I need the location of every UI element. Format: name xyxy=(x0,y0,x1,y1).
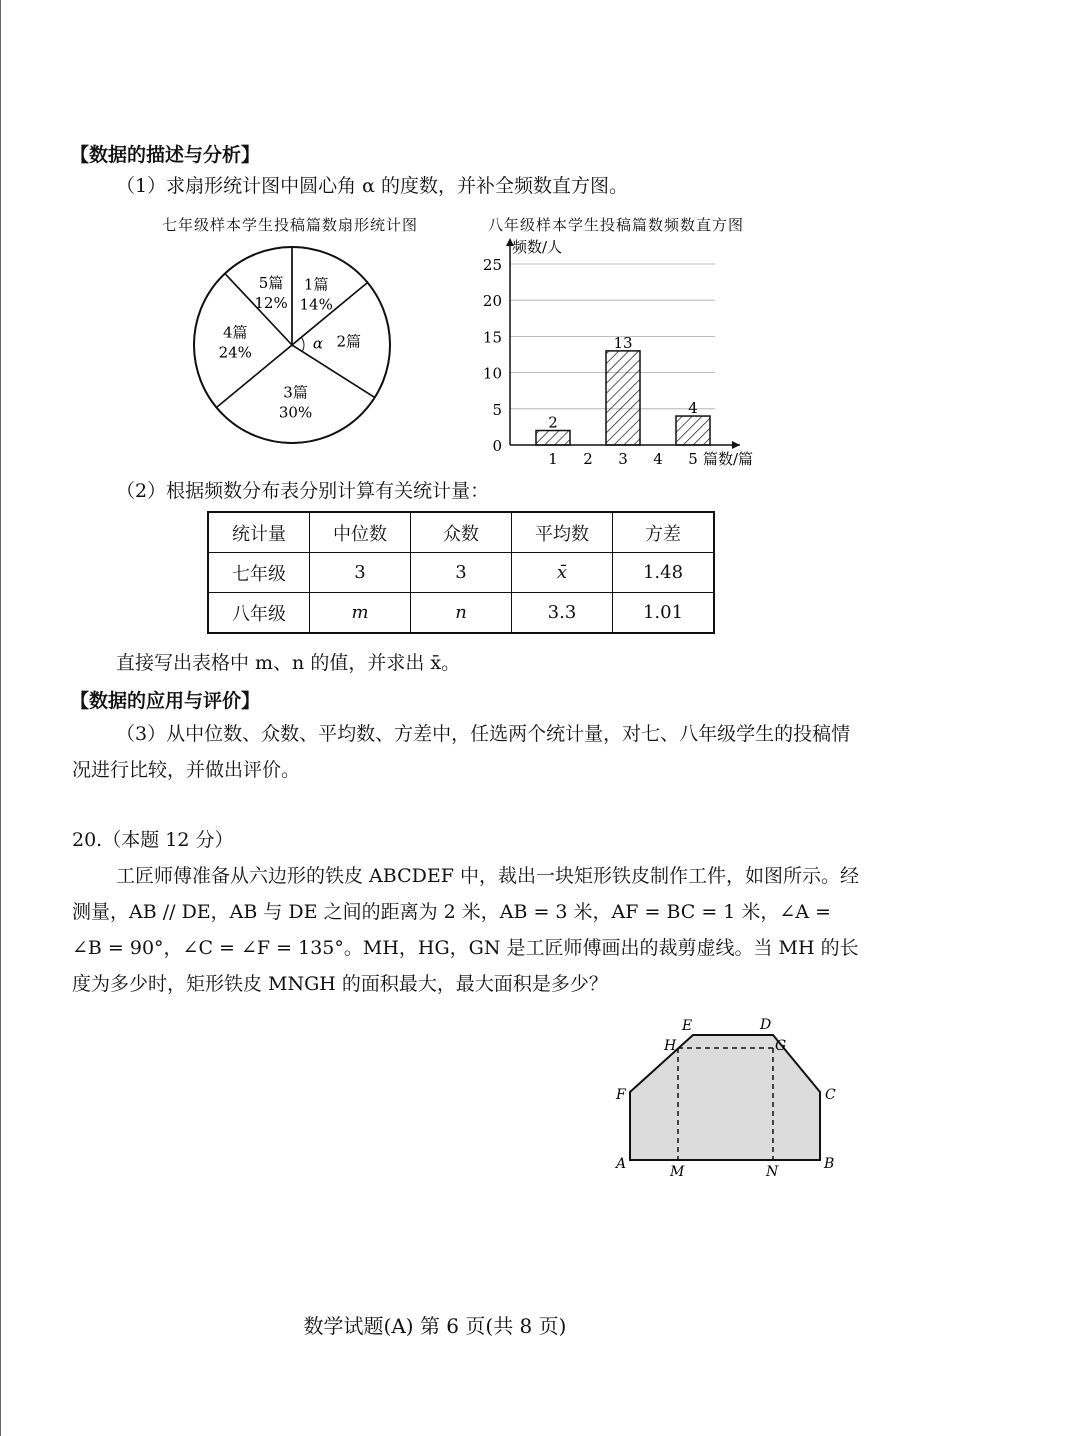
pie-chart xyxy=(180,240,410,470)
label-h: H xyxy=(664,1038,677,1054)
y-axis-label: 频数/人 xyxy=(512,238,563,256)
y-tick-label: 15 xyxy=(482,328,502,347)
page-border xyxy=(0,0,1,1436)
hexagon-figure xyxy=(600,1005,860,1195)
section-heading-description: 【数据的描述与分析】 xyxy=(70,144,261,166)
pie-slice-percent: 12% xyxy=(254,294,288,313)
y-tick-label: 20 xyxy=(482,292,502,311)
label-c: C xyxy=(825,1087,836,1103)
x-tick-label: 3 xyxy=(618,450,628,468)
y-tick-label: 10 xyxy=(482,364,502,383)
table-cell: 3.3 xyxy=(512,593,613,634)
y-tick-label: 0 xyxy=(492,437,502,455)
question-3: （3）从中位数、众数、平均数、方差中，任选两个统计量，对七、八年级学生的投稿情况进行比较，并做出评价。 xyxy=(72,723,851,781)
pie-slice-label: 3篇 xyxy=(283,383,308,402)
alpha-arc xyxy=(301,337,304,351)
table-header-cell: 平均数 xyxy=(512,512,613,553)
table-header-cell: 中位数 xyxy=(310,512,411,553)
table-cell: 1.01 xyxy=(613,593,715,634)
label-a: A xyxy=(616,1156,627,1172)
label-n: N xyxy=(766,1164,779,1180)
table-cell: 1.48 xyxy=(613,553,715,593)
x-axis-label: 篇数/篇 xyxy=(703,450,754,468)
table-header-cell: 众数 xyxy=(411,512,512,553)
y-tick-label: 25 xyxy=(482,256,502,274)
bar-value-label: 13 xyxy=(613,333,633,352)
x-axis-arrow xyxy=(732,441,740,449)
bar-chart xyxy=(470,232,775,472)
table-cell: m xyxy=(310,593,411,634)
table-cell: x̄ xyxy=(512,553,613,593)
table-header-cell: 统计量 xyxy=(208,512,310,553)
x-tick-label: 5 xyxy=(688,450,698,468)
bar-chart-title: 八年级样本学生投稿篇数频数直方图 xyxy=(488,216,745,234)
table-instruction: 直接写出表格中 m、n 的值，并求出 x̄。 xyxy=(116,652,461,674)
table-cell: 七年级 xyxy=(208,553,310,593)
label-g: G xyxy=(775,1038,787,1054)
stats-table xyxy=(207,511,715,634)
question-1: （1）求扇形统计图中圆心角 α 的度数，并补全频数直方图。 xyxy=(116,175,628,197)
question-2: （2）根据频数分布表分别计算有关统计量： xyxy=(116,480,490,502)
x-tick-label: 4 xyxy=(653,450,663,468)
bar xyxy=(536,431,570,445)
pie-chart-title: 七年级样本学生投稿篇数扇形统计图 xyxy=(162,216,419,234)
pie-slice-label: 5篇 xyxy=(258,274,284,293)
table-cell: 3 xyxy=(411,553,512,593)
label-e: E xyxy=(682,1018,693,1034)
pie-slice-label: 4篇 xyxy=(222,323,248,342)
table-cell: n xyxy=(411,593,512,634)
section-heading-application: 【数据的应用与评价】 xyxy=(70,690,261,712)
table-row xyxy=(208,553,714,593)
label-d: D xyxy=(760,1017,772,1033)
page-footer: 数学试题(A) 第 6 页(共 8 页) xyxy=(303,1314,567,1338)
table-header-row xyxy=(208,512,714,553)
pie-slice-label: 1篇 xyxy=(303,275,329,294)
bar-value-label: 2 xyxy=(548,413,558,432)
table-row xyxy=(208,593,714,634)
pie-slice-percent: 14% xyxy=(299,295,333,314)
y-tick-label: 5 xyxy=(492,400,502,419)
pie-slice-percent: 24% xyxy=(218,343,252,362)
question-20-number: 20.（本题 12 分） xyxy=(72,829,234,851)
label-b: B xyxy=(824,1156,835,1172)
bar xyxy=(606,351,640,445)
hexagon-abcdef xyxy=(630,1035,820,1160)
bar xyxy=(676,416,710,445)
label-m: M xyxy=(670,1164,685,1180)
bar-value-label: 4 xyxy=(688,399,698,418)
pie-slice-percent: 30% xyxy=(278,403,313,422)
pie-slice-label: 2篇 xyxy=(336,332,362,351)
table-header-cell: 方差 xyxy=(613,512,715,553)
alpha-label: α xyxy=(312,334,324,353)
label-f: F xyxy=(616,1087,626,1103)
question-20-text: 工匠师傅准备从六边形的铁皮 ABCDEF 中，裁出一块矩形铁皮制作工件，如图所示。经测量，AB // DE，AB 与 DE 之间的距离为 2 米，AB = 3 米，AF = BC = 1 米，∠A = ∠B = 90°，∠C = ∠F = 135°。MH，HG，GN 是工匠师傅画出的裁剪虚线。当 MH 的长度为多少时，矩形铁皮 MNGH 的面积最大，最大面积是多少？ xyxy=(72,865,859,995)
table-cell: 3 xyxy=(310,553,411,593)
x-tick-label: 1 xyxy=(548,450,558,468)
table-cell: 八年级 xyxy=(208,593,310,634)
x-tick-label: 2 xyxy=(583,450,593,468)
